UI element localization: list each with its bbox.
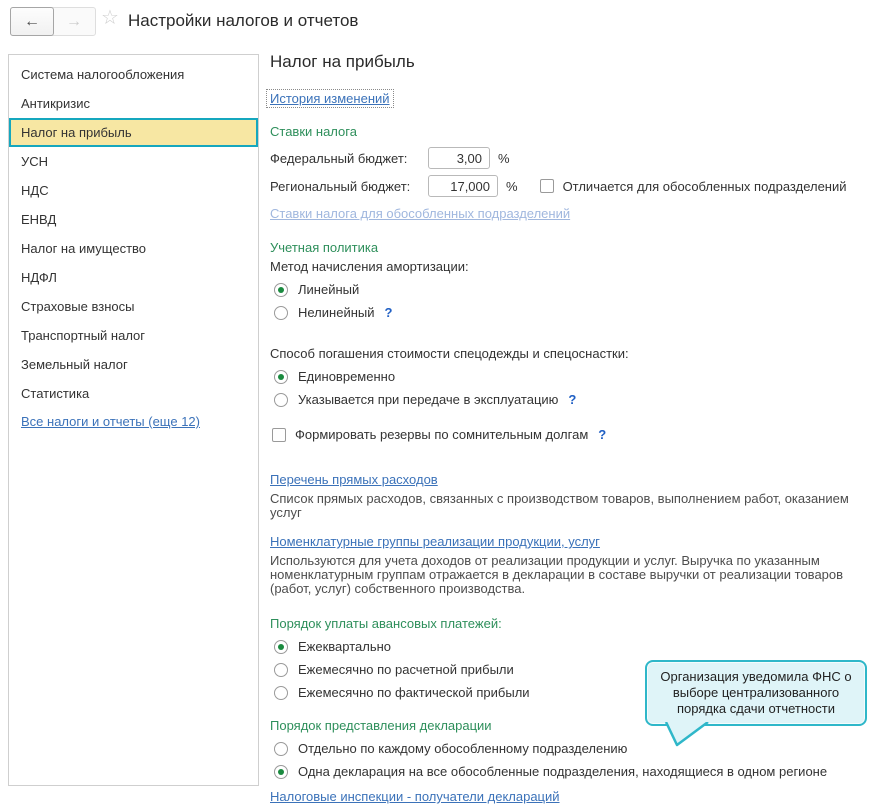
sidebar-item-nds[interactable]: НДС: [21, 183, 49, 198]
advance-payments-heading: Порядок уплаты авансовых платежей:: [270, 616, 502, 631]
tax-inspections-link[interactable]: Налоговые инспекции - получатели деклараций: [270, 789, 560, 804]
nomenclature-groups-description: Используются для учета доходов от реализации продукции и услуг. Выручка по указанным номенклатурным группам отражается в декларации в составе выручки от реализации товаров (работ, услуг) собственного производства.: [270, 553, 844, 596]
radio-option-single-declaration[interactable]: [270, 764, 870, 779]
sidebar-item-usn[interactable]: УСН: [21, 154, 49, 169]
differs-for-units-label: Отличается для обособленных подразделений: [562, 178, 847, 194]
radio-option-nonlinear[interactable]: [270, 305, 870, 320]
workwear-method-label: Способ погашения стоимости спецодежды и спецоснастки:: [270, 346, 629, 361]
sidebar-item-envd[interactable]: ЕНВД: [21, 212, 57, 227]
radio-icon-nonlinear: [274, 306, 288, 320]
tooltip-text: Организация уведомила ФНС о выборе централизованного порядка сдачи отчетности: [660, 669, 852, 716]
sidebar-item-anticrisis[interactable]: Антикризис: [21, 96, 90, 111]
radio-option-on-transfer[interactable]: [270, 392, 870, 407]
reserves-checkbox-row[interactable]: [270, 427, 870, 442]
radio-label-separate-declarations: Отдельно по каждому обособленному подразделению: [298, 741, 628, 756]
radio-icon-monthly-actual: [274, 686, 288, 700]
direct-expenses-link[interactable]: Перечень прямых расходов: [270, 472, 438, 487]
nav-button-group: [10, 7, 96, 36]
page-title: Настройки налогов и отчетов: [128, 11, 359, 30]
help-icon-reserves[interactable]: ?: [598, 427, 607, 442]
back-button[interactable]: ←: [10, 7, 54, 36]
federal-budget-label: Федеральный бюджет:: [270, 150, 408, 166]
radio-icon-single-declaration: [274, 765, 288, 779]
direct-expenses-description: Список прямых расходов, связанных с производством товаров, выполнением работ, оказанием услуг: [270, 491, 849, 520]
radio-label-linear: Линейный: [298, 282, 360, 297]
history-changes-link[interactable]: История изменений: [270, 91, 390, 106]
sidebar-item-ndfl[interactable]: НДФЛ: [21, 270, 57, 285]
radio-label-lump-sum: Единовременно: [298, 369, 396, 384]
radio-label-nonlinear: Нелинейный: [298, 305, 375, 320]
radio-label-on-transfer: Указывается при передаче в эксплуатацию: [298, 392, 559, 407]
radio-icon-separate-declarations: [274, 742, 288, 756]
sidebar-item-land-tax[interactable]: Земельный налог: [21, 357, 128, 372]
regional-percent-sign: %: [506, 178, 518, 194]
declaration-order-heading: Порядок представления декларации: [270, 718, 492, 733]
window-header: [0, 0, 876, 48]
help-icon-nonlinear[interactable]: ?: [384, 305, 393, 320]
federal-percent-sign: %: [498, 150, 510, 166]
radio-label-monthly-actual: Ежемесячно по фактической прибыли: [298, 685, 530, 700]
radio-option-lump-sum[interactable]: [270, 369, 870, 384]
radio-label-monthly-estimated: Ежемесячно по расчетной прибыли: [298, 662, 514, 677]
regional-rate-input[interactable]: [428, 175, 498, 197]
separate-units-rates-link[interactable]: Ставки налога для обособленных подразделений: [270, 206, 571, 221]
history-link-focus: [266, 89, 394, 108]
radio-label-single-declaration: Одна декларация на все обособленные подразделения, находящиеся в одном регионе: [298, 764, 828, 779]
federal-rate-input[interactable]: [428, 147, 490, 169]
sidebar-item-insurance[interactable]: Страховые взносы: [21, 299, 135, 314]
radio-icon-on-transfer: [274, 393, 288, 407]
differs-for-units-checkbox[interactable]: [540, 179, 554, 193]
reserves-checkbox[interactable]: [272, 428, 286, 442]
sidebar-item-transport-tax[interactable]: Транспортный налог: [21, 328, 146, 343]
fns-notification-tooltip: [645, 660, 867, 726]
sidebar-item-statistics[interactable]: Статистика: [21, 386, 90, 401]
sidebar-item-property-tax[interactable]: Налог на имущество: [21, 241, 147, 256]
radio-icon-lump-sum: [274, 370, 288, 384]
reserves-checkbox-label: Формировать резервы по сомнительным долгам: [295, 427, 589, 442]
tax-sections-sidebar: [8, 54, 259, 786]
regional-budget-label: Региональный бюджет:: [270, 178, 411, 194]
amortization-method-label: Метод начисления амортизации:: [270, 259, 469, 274]
forward-button[interactable]: →: [66, 12, 82, 30]
radio-icon-quarterly: [274, 640, 288, 654]
sidebar-item-taxation-system[interactable]: Система налогообложения: [21, 67, 185, 82]
help-icon-on-transfer[interactable]: ?: [568, 392, 577, 407]
accounting-policy-heading: Учетная политика: [270, 240, 379, 255]
nomenclature-groups-link[interactable]: Номенклатурные группы реализации продукции, услуг: [270, 534, 600, 549]
radio-label-quarterly: Ежеквартально: [298, 639, 392, 654]
tooltip-tail-icon: [663, 722, 711, 748]
radio-option-linear[interactable]: [270, 282, 870, 297]
radio-option-separate-declarations[interactable]: [270, 741, 870, 756]
favorite-star-icon[interactable]: ☆: [101, 7, 119, 29]
tax-rates-heading: Ставки налога: [270, 124, 357, 139]
radio-icon-linear: [274, 283, 288, 297]
panel-title: Налог на прибыль: [270, 52, 415, 71]
radio-icon-monthly-estimated: [274, 663, 288, 677]
radio-option-quarterly[interactable]: [270, 639, 870, 654]
sidebar-all-taxes-link[interactable]: Все налоги и отчеты (еще 12): [21, 414, 200, 429]
sidebar-item-income-tax[interactable]: Налог на прибыль: [9, 118, 258, 147]
